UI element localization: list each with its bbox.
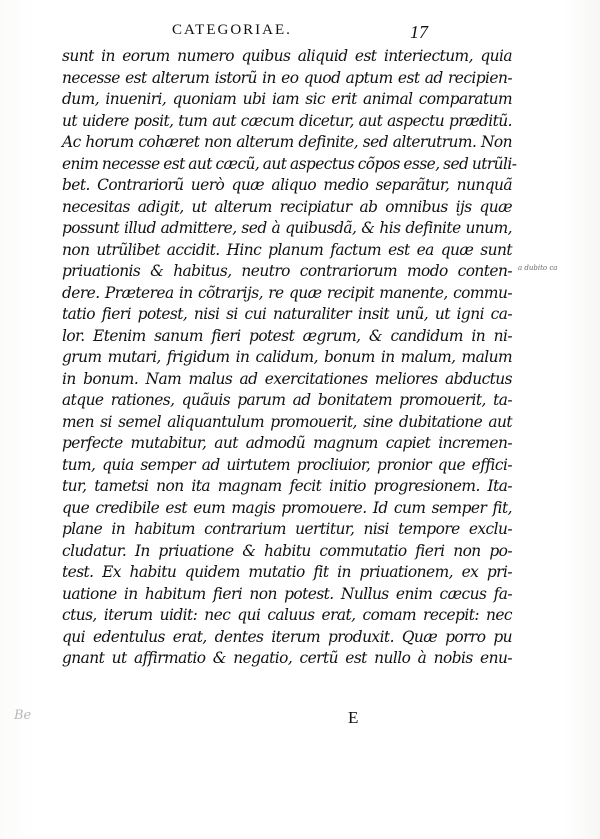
text-line: que credibile est eum magis promouere. Id cum semper fit, [62, 498, 512, 517]
text-line: Ac horum cohæret non alterum definite, sed alterutrum. Non [62, 133, 512, 151]
text-line: plane in habitum contrarium uertitur, nisi tempore exclu- [62, 520, 512, 538]
text-line: dere. Præterea in cõtrarijs, re quæ recipit manente, commu- [62, 283, 512, 302]
text-line: tatio fieri potest, nisi si cui naturaliter insit unũ, ut igni ca- [62, 305, 512, 323]
text-line: atque rationes, quãuis parum ad bonitatem promouerit, ta- [62, 391, 512, 409]
running-head: CATEGORIAE. [172, 22, 292, 38]
text-line: lor. Etenim sanum fieri potest ægrum, & candidum in ni- [62, 326, 512, 345]
text-line: ut uidere posit, tum aut cæcum dicetur, aut aspectu præditũ. [62, 111, 512, 130]
text-line: uatione in habitum fieri non potest. Nullus enim cæcus fa- [62, 584, 512, 603]
text-line: tum, quia semper ad uirtutem procliuior, pronior que effici- [62, 455, 512, 474]
text-line: cludatur. In priuatione & habitu commutatio fieri non po- [62, 541, 512, 560]
text-line: priuationis & habitus, neutro contrariorum modo conten- [62, 262, 512, 280]
text-line: qui edentulus erat, dentes iterum produxit. Quæ porro pu [62, 627, 512, 646]
text-line: bet. Contrariorũ uerò quæ aliquo medio separãtur, nunquã [62, 176, 512, 194]
margin-annotation: a dubito ca [518, 264, 558, 272]
text-line: gnant ut affirmatio & negatio, certũ est nullo à nobis enu- [62, 649, 512, 667]
signature-mark: E [348, 708, 359, 727]
bleed-through-text: Be [14, 708, 32, 723]
text-line: grum mutari, frigidum in calidum, bonum in malum, malum [62, 348, 512, 366]
text-line: necesse est alterum istorũ in eo quod aptum est ad recipien- [62, 68, 512, 87]
text-line: necesitas adigit, ut alterum recipiatur ab omnibus ijs quæ [62, 197, 512, 216]
text-line: possunt illud admittere, sed à quibusdã, & his definite unum, [62, 219, 512, 237]
page-number: 17 [410, 22, 428, 42]
text-line: ctus, iterum uidit: nec qui caluus erat, comam recepit: nec [62, 606, 512, 624]
text-line: tur, tametsi non ita magnam fecit initio progresionem. Ita- [62, 477, 512, 495]
text-line: dum, inueniri, quoniam ubi iam sic erit animal comparatum [62, 90, 512, 108]
body-text [62, 46, 517, 670]
text-line: non utrũlibet accidit. Hinc planum factum est ea quæ sunt [62, 240, 512, 259]
text-line: in bonum. Nam malus ad exercitationes meliores abductus [62, 369, 512, 388]
text-line: enim necesse est aut cæcũ, aut aspectus cõpos esse, sed utrũli- [62, 154, 517, 173]
text-line: men si semel aliquantulum promouerit, sine dubitatione aut [62, 412, 512, 431]
text-line: test. Ex habitu quidem mutatio fit in priuationem, ex pri- [62, 563, 512, 581]
text-line: sunt in eorum numero quibus aliquid est interiectum, quia [62, 47, 512, 65]
text-line: perfecte mutabitur, aut admodũ magnum capiet incremen- [62, 434, 512, 452]
